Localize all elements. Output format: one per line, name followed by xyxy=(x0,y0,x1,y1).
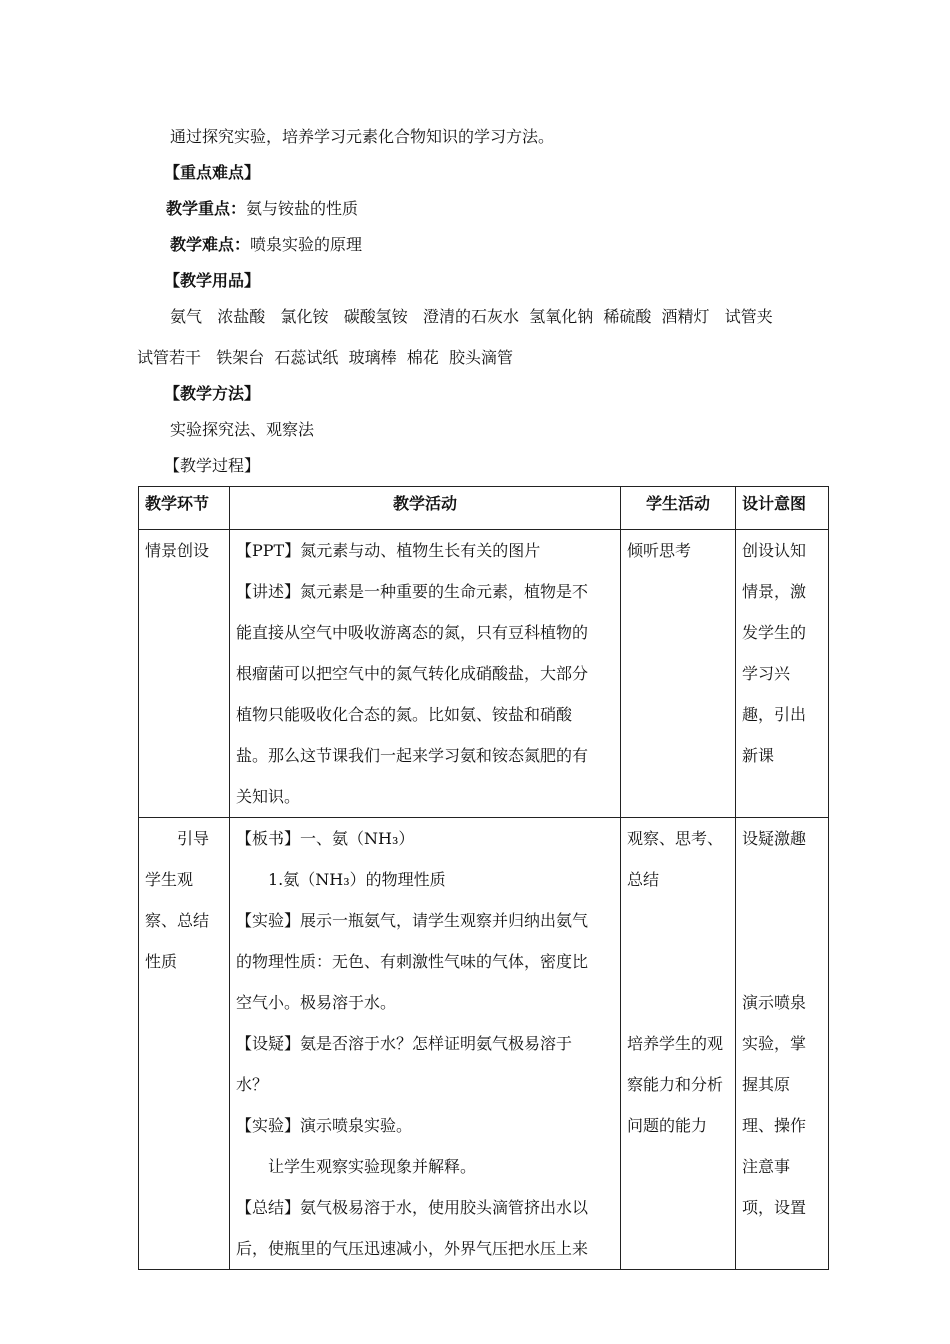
table-row xyxy=(139,818,829,1270)
intent-line: 新课 xyxy=(742,746,775,765)
stage-cell xyxy=(139,818,230,1270)
student-line: 察能力和分析 xyxy=(627,1075,724,1094)
key-points-heading: 【重点难点】 xyxy=(164,163,261,182)
activity-cell xyxy=(230,530,621,818)
activity-line: 【实验】展示一瓶氨气，请学生观察并归纳出氨气 xyxy=(236,911,589,930)
methods-text: 实验探究法、观察法 xyxy=(170,420,315,439)
activity-line: 水？ xyxy=(236,1075,269,1094)
activity-line: 空气小。极易溶于水。 xyxy=(236,993,397,1012)
table-row xyxy=(139,530,829,818)
student-line: 总结 xyxy=(627,870,660,889)
header-stage: 教学环节 xyxy=(139,487,230,530)
activity-line: 的物理性质：无色、有刺激性气味的气体，密度比 xyxy=(236,952,589,971)
intent-line: 发学生的 xyxy=(742,623,807,642)
student-cell xyxy=(621,530,736,818)
activity-line: 【板书】一、氨（NH₃） xyxy=(236,829,415,848)
methods-heading: 【教学方法】 xyxy=(164,384,261,403)
table-header-row xyxy=(139,487,829,530)
student-cell xyxy=(621,818,736,1270)
student-line: 问题的能力 xyxy=(627,1116,708,1135)
intent-line: 趣，引出 xyxy=(742,705,807,724)
activity-line: 让学生观察实验现象并解释。 xyxy=(268,1157,477,1176)
stage-text: 情景创设 xyxy=(145,541,210,560)
teaching-difficulty-text: 喷泉实验的原理 xyxy=(250,235,363,254)
stage-line: 学生观 xyxy=(145,870,194,889)
teaching-process-table xyxy=(138,486,829,1270)
intro-line: 通过探究实验，培养学习元素化合物知识的学习方法。 xyxy=(170,127,555,146)
activity-line: 【PPT】氮元素与动、植物生长有关的图片 xyxy=(236,541,541,560)
header-activity: 教学活动 xyxy=(230,487,621,530)
student-text: 倾听思考 xyxy=(627,541,692,560)
stage-line: 察、总结 xyxy=(145,911,210,930)
intent-line: 情景，激 xyxy=(742,582,807,601)
activity-line: 根瘤菌可以把空气中的氮气转化成硝酸盐，大部分 xyxy=(236,664,589,683)
activity-line: 盐。那么这节课我们一起来学习氨和铵态氮肥的有 xyxy=(236,746,589,765)
materials-line-1: 氨气 浓盐酸 氯化铵 碳酸氢铵 澄清的石灰水 氢氧化钠 稀硫酸 酒精灯 试管夹 xyxy=(170,307,773,326)
stage-line: 引导 xyxy=(177,829,210,848)
intent-line: 学习兴 xyxy=(742,664,791,683)
teaching-difficulty xyxy=(170,235,362,255)
activity-line: 关知识。 xyxy=(236,787,301,806)
intent-line: 理、操作 xyxy=(742,1116,807,1135)
process-heading: 【教学过程】 xyxy=(164,456,261,475)
intent-line: 实验，掌 xyxy=(742,1034,807,1053)
activity-line: 【设疑】氨是否溶于水？怎样证明氨气极易溶于 xyxy=(236,1034,573,1053)
teaching-difficulty-label: 教学难点： xyxy=(170,235,251,254)
activity-line: 能直接从空气中吸收游离态的氮，只有豆科植物的 xyxy=(236,623,589,642)
teaching-focus xyxy=(166,199,358,219)
intent-cell xyxy=(736,530,829,818)
student-line: 观察、思考、 xyxy=(627,829,724,848)
activity-line: 【实验】演示喷泉实验。 xyxy=(236,1116,413,1135)
activity-cell xyxy=(230,818,621,1270)
intent-line: 握其原 xyxy=(742,1075,791,1094)
header-student: 学生活动 xyxy=(621,487,736,530)
activity-line: 【总结】氨气极易溶于水，使用胶头滴管挤出水以 xyxy=(236,1198,589,1217)
intent-line: 设疑激趣 xyxy=(742,829,807,848)
stage-cell xyxy=(139,530,230,818)
teaching-focus-label: 教学重点： xyxy=(166,199,247,218)
intent-line: 创设认知 xyxy=(742,541,807,560)
spacer xyxy=(627,900,729,1023)
activity-line: 植物只能吸收化合态的氮。比如氨、铵盐和硝酸 xyxy=(236,705,573,724)
intent-line: 注意事 xyxy=(742,1157,791,1176)
header-intent: 设计意图 xyxy=(736,487,829,530)
student-line: 培养学生的观 xyxy=(627,1034,724,1053)
intent-line: 项，设置 xyxy=(742,1198,807,1217)
materials-heading: 【教学用品】 xyxy=(164,271,261,290)
teaching-focus-text: 氨与铵盐的性质 xyxy=(246,199,359,218)
spacer xyxy=(742,859,822,982)
activity-line: 【讲述】氮元素是一种重要的生命元素，植物是不 xyxy=(236,582,589,601)
activity-line: 1.氨（NH₃）的物理性质 xyxy=(268,870,446,889)
activity-line: 后，使瓶里的气压迅速减小，外界气压把水压上来 xyxy=(236,1239,589,1258)
materials-line-2: 试管若干 铁架台 石蕊试纸 玻璃棒 棉花 胶头滴管 xyxy=(137,348,513,367)
intent-line: 演示喷泉 xyxy=(742,993,807,1012)
stage-line: 性质 xyxy=(145,952,178,971)
intent-cell xyxy=(736,818,829,1270)
